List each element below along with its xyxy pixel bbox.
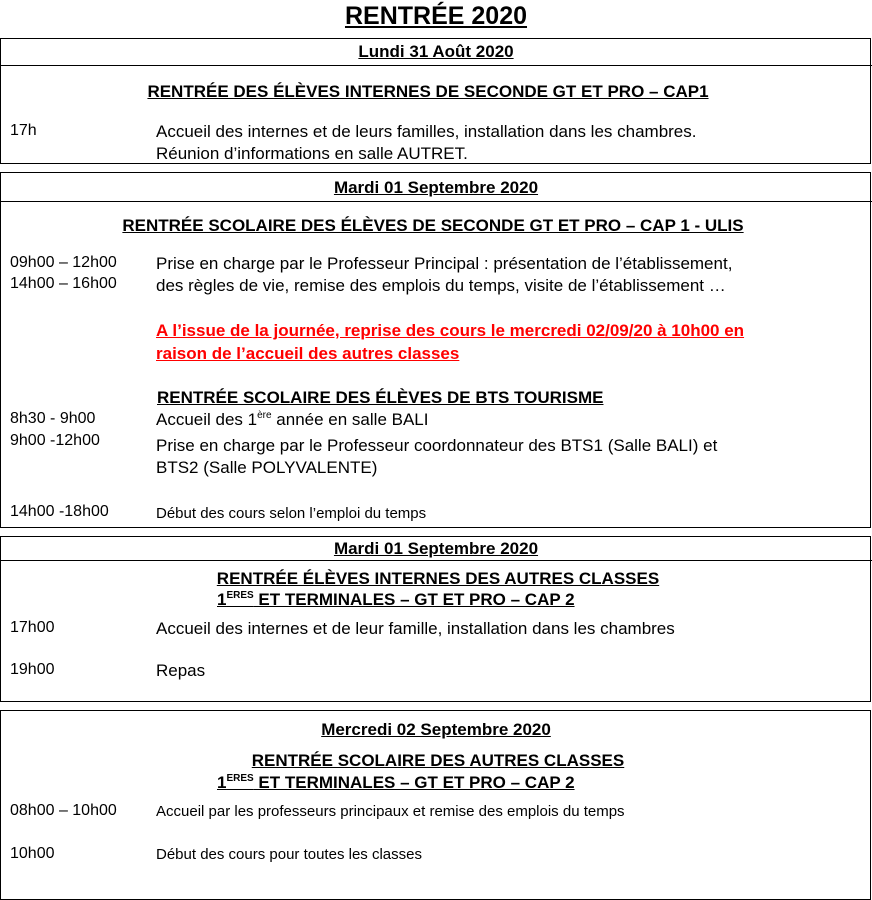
afternoon-text: Début des cours selon l’emploi du temps [156,505,427,522]
bts-accueil-pre: Accueil des 1 [156,410,258,429]
section-1-line-1: Accueil des internes et de leurs familles, installation dans les chambres. [156,122,697,141]
section-3-time-1: 17h00 [10,619,55,636]
section-4-time-2: 10h00 [10,845,55,862]
section-4-heading-2-sup: ERES [226,773,254,784]
section-4-heading-2-post: ET TERMINALES – GT ET PRO – CAP 2 [253,773,575,792]
bts-time-2: 9h00 -12h00 [10,432,100,449]
section-4-heading-2 [217,773,575,793]
section-3-text-2: Repas [156,661,206,680]
section-2-line-1: Prise en charge par le Professeur Principal : présentation de l’établissement, [156,254,733,273]
section-1-line-2: Réunion d’informations en salle AUTRET. [156,144,468,163]
section-1-heading: RENTRÉE DES ÉLÈVES INTERNES DE SECONDE GT ET PRO – CAP1 [147,82,709,101]
reprise-notice-line-1: A l’issue de la journée, reprise des cours le mercredi 02/09/20 à 10h00 en [156,321,745,340]
section-4-text-2: Début des cours pour toutes les classes [156,846,422,863]
afternoon-time: 14h00 -18h00 [10,503,109,520]
section-3-heading-2 [217,590,575,610]
bts-line-3: BTS2 (Salle POLYVALENTE) [156,458,378,477]
section-3-heading-2-sup: ERES [226,590,254,601]
page-title: RENTRÉE 2020 [344,2,528,30]
section-1-date: Lundi 31 Août 2020 [358,42,514,61]
bts-accueil-sup: ère [257,410,272,421]
section-4-heading: RENTRÉE SCOLAIRE DES AUTRES CLASSES [251,751,625,770]
section-4-date: Mercredi 02 Septembre 2020 [321,720,551,739]
bts-heading: RENTRÉE SCOLAIRE DES ÉLÈVES DE BTS TOURISME [157,388,604,407]
section-3-time-2: 19h00 [10,661,55,678]
section-1-divider [0,65,872,66]
section-2-time-1: 09h00 – 12h00 [10,254,117,271]
reprise-notice-line-2: raison de l’accueil des autres classes [156,344,460,363]
section-3-heading: RENTRÉE ÉLÈVES INTERNES DES AUTRES CLASSES [216,569,660,588]
bts-accueil-post: année en salle BALI [271,410,429,429]
section-4-time-1: 08h00 – 10h00 [10,802,117,819]
section-3-heading-2-post: ET TERMINALES – GT ET PRO – CAP 2 [253,590,575,609]
bts-line-2: Prise en charge par le Professeur coordonnateur des BTS1 (Salle BALI) et [156,436,718,455]
section-2-date: Mardi 01 Septembre 2020 [333,178,539,197]
section-2-line-2: des règles de vie, remise des emplois du temps, visite de l’établissement … [156,276,726,295]
bts-time-1: 8h30 - 9h00 [10,410,96,427]
section-3-date: Mardi 01 Septembre 2020 [333,539,539,558]
section-4-heading-2-pre: 1 [217,773,227,792]
section-3-divider [0,560,872,561]
section-1-time: 17h [10,122,37,139]
section-3-text-1: Accueil des internes et de leur famille, installation dans les chambres [156,619,675,638]
section-4-text-1: Accueil par les professeurs principaux et remise des emplois du temps [156,803,625,820]
bts-accueil-line [156,409,428,430]
section-3-heading-2-pre: 1 [217,590,227,609]
section-2-heading: RENTRÉE SCOLAIRE DES ÉLÈVES DE SECONDE GT ET PRO – CAP 1 - ULIS [122,216,744,235]
section-2-time-2: 14h00 – 16h00 [10,275,117,292]
section-2-divider [0,201,872,202]
